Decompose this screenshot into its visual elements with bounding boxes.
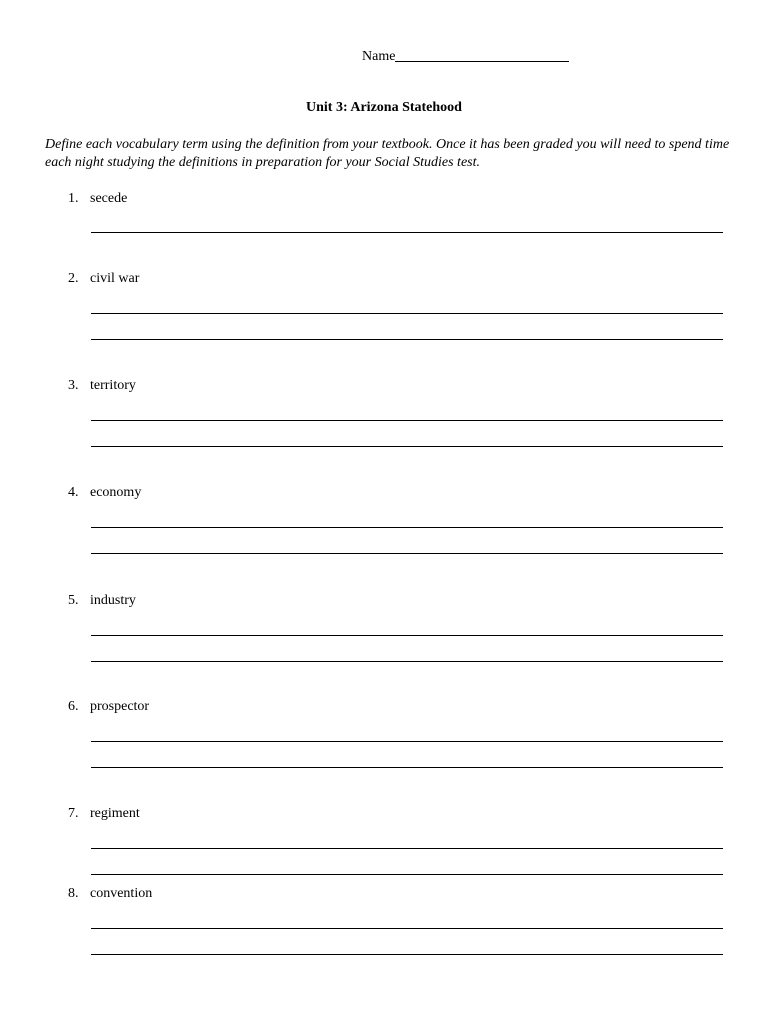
answer-line[interactable] — [91, 874, 723, 875]
answer-line[interactable] — [91, 446, 723, 447]
worksheet-title: Unit 3: Arizona Statehood — [306, 100, 462, 115]
answer-line[interactable] — [91, 928, 723, 929]
vocab-number: 6. — [68, 699, 79, 714]
vocab-term: prospector — [90, 699, 150, 714]
answer-line[interactable] — [91, 232, 723, 233]
answer-line[interactable] — [91, 420, 723, 421]
vocab-term: territory — [90, 378, 136, 393]
vocab-term: secede — [90, 191, 128, 206]
answer-line[interactable] — [91, 553, 723, 554]
answer-line[interactable] — [91, 741, 723, 742]
instructions-text: Define each vocabulary term using the definition from your textbook. Once it has been graded you will need to spend time each night studying the definitions in preparation for your Social Studies test. — [45, 137, 730, 170]
vocab-term: civil war — [90, 271, 140, 286]
answer-line[interactable] — [91, 527, 723, 528]
name-label: Name — [362, 49, 396, 64]
answer-line[interactable] — [91, 848, 723, 849]
vocab-number: 5. — [68, 593, 79, 608]
answer-line[interactable] — [91, 313, 723, 314]
name-field — [362, 47, 569, 65]
vocab-number: 4. — [68, 485, 79, 500]
vocab-number: 3. — [68, 378, 79, 393]
vocab-number: 2. — [68, 271, 79, 286]
answer-line[interactable] — [91, 661, 723, 662]
vocab-term: convention — [90, 886, 153, 901]
answer-line[interactable] — [91, 339, 723, 340]
vocab-number: 8. — [68, 886, 79, 901]
vocab-term: industry — [90, 593, 136, 608]
answer-line[interactable] — [91, 767, 723, 768]
name-blank-line[interactable] — [395, 47, 569, 62]
vocab-number: 1. — [68, 191, 79, 206]
vocab-number: 7. — [68, 806, 79, 821]
answer-line[interactable] — [91, 954, 723, 955]
vocab-term: economy — [90, 485, 142, 500]
answer-line[interactable] — [91, 635, 723, 636]
vocab-term: regiment — [90, 806, 140, 821]
